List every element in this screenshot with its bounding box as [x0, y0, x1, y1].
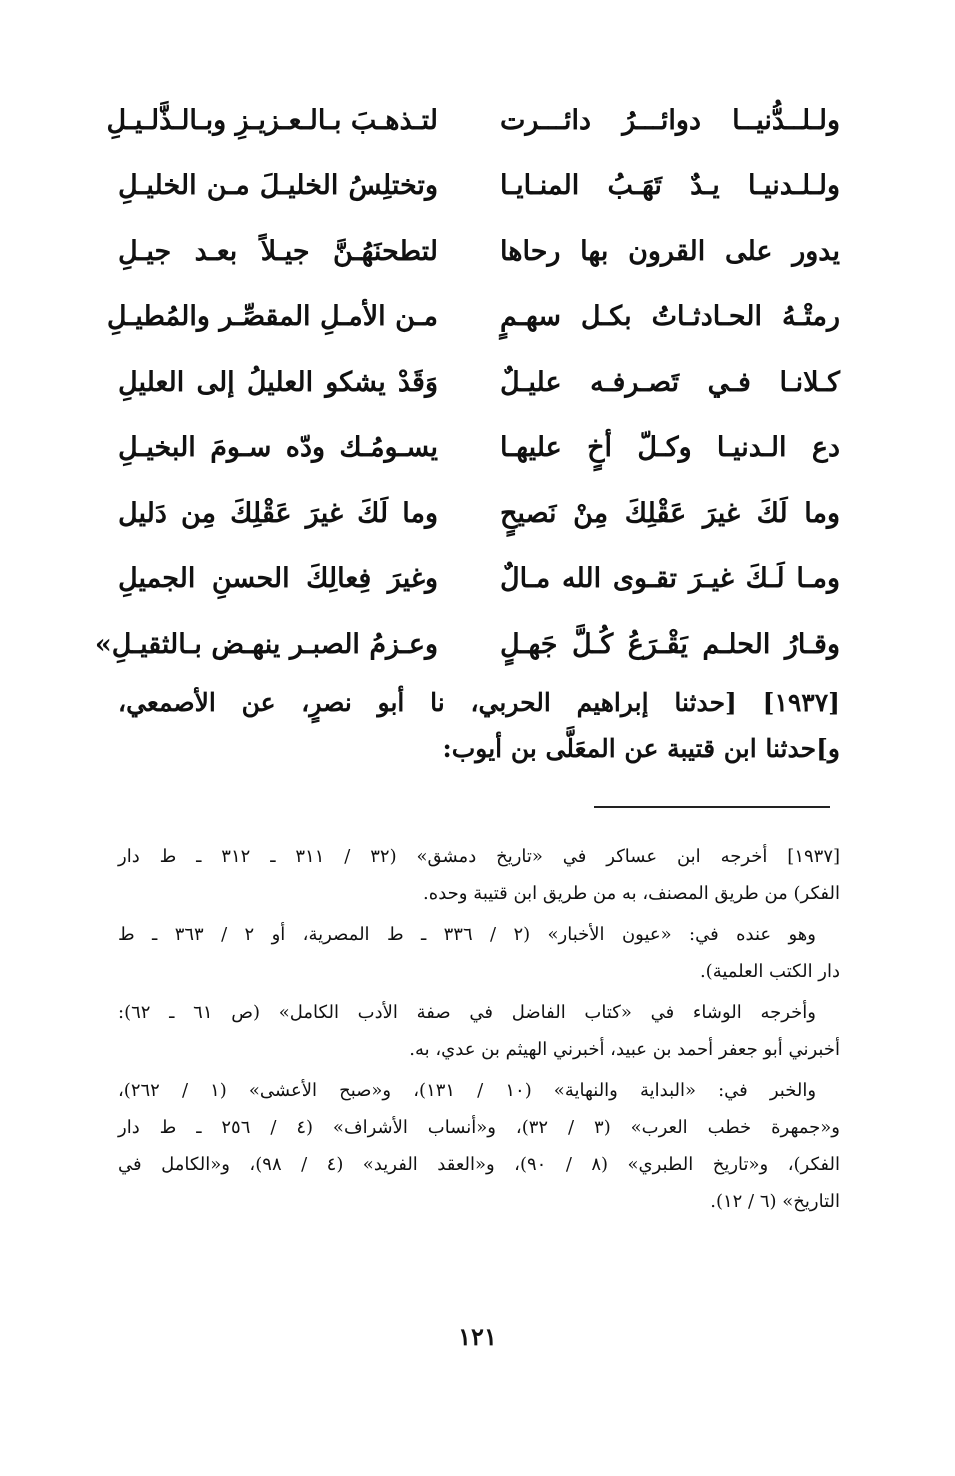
footnote-paragraph-1 — [118, 838, 840, 912]
narration-line-2: و]حدثنا ابن قتيبة عن المعَلَّى بن أيوب: — [442, 734, 840, 763]
narration-line-1: [١٩٣٧] [حدثنا إبراهيم الحربي، نا أبو نصرٍ، عن الأصمعي، — [118, 688, 840, 717]
verse-6-second-hemistich: يسـومُـك ودّه سـومَ البخيـلِ — [118, 432, 438, 464]
verse-4-second-hemistich: مـن الأمـلِ المقصِّـر والمُطيـلِ — [106, 301, 438, 333]
verse-9-first-hemistich: وقـارُ الحلـم يَقْـرَعُ كُـلَّ جَهـلٍ — [500, 628, 840, 660]
footnote-2-line-1: وهو عنده في: «عيون الأخبار» (٢ / ٣٣٦ ـ ط المصرية، أو ٢ / ٣٦٣ ـ ط — [118, 924, 816, 945]
verse-1 — [106, 88, 840, 154]
verse-2-second-hemistich: وتختلِسُ الخليـلَ مـن الخليـلِ — [118, 170, 438, 202]
verse-7-second-hemistich: وما لَكَ غيرَ عَقْلِكَ مِن دَليل — [118, 497, 438, 529]
verse-3-second-hemistich: لتطحنَهُـنَّ جيـلاً بعـد جيـلِ — [118, 235, 438, 267]
footnote-2-line-2: دار الكتب العلمية). — [699, 961, 840, 982]
page-number: ١٢١ — [458, 1322, 497, 1351]
footnote-paragraph-4 — [118, 1072, 840, 1220]
footnote-1-line-2: الفكر) من طريق المصنف، به من طريق ابن قتيبة وحده. — [423, 883, 840, 904]
verse-2-first-hemistich: ولـلـدنيـا يـدٌ تَهَـبُ المنـايـا — [500, 170, 840, 202]
verse-5-first-hemistich: كـلانـا فـي تَصـرفـه عليـلٌ — [500, 366, 840, 398]
verse-1-second-hemistich: لتـذهـبَ بـالـعـزيـزِ وبـالـذَّلـيـلِ — [106, 104, 438, 136]
verse-9-second-hemistich: وعـزمُ الصبـر ينهـض بـالثقيـلِ» — [94, 628, 438, 660]
footnotes-block — [118, 838, 840, 1224]
poem-block — [94, 88, 840, 678]
verse-6-first-hemistich: دع الـدنيـا وكـلّ أخٍ عليهـا — [500, 432, 840, 464]
verse-9 — [94, 612, 840, 678]
verse-3-first-hemistich: يدور على القرون بها رحاها — [500, 235, 840, 267]
verse-3 — [118, 219, 840, 285]
footnote-3-line-2: أخبرني أبو جعفر أحمد بن عبيد، أخبرني الهيثم بن عدي، به. — [409, 1039, 840, 1060]
footnote-4-line-3: الفكر)، و«تاريخ الطبري» (٨ / ٩٠)، و«العقد الفريد» (٤ / ٩٨)، و«الكامل في — [118, 1154, 840, 1175]
verse-1-first-hemistich: ولـلــدُّنيــا دوائـــرُ دائـــرت — [500, 104, 840, 136]
verse-8 — [118, 547, 840, 613]
footnote-4-line-1: والخبر في: «البداية والنهاية» (١٠ / ١٣١)، و«صبح الأعشى» (١ / ٢٦٢)، — [118, 1080, 817, 1101]
verse-4-first-hemistich: رمتْـهُ الحـادثـاتُ بكـل سهـمٍ — [500, 301, 840, 333]
footnote-3-line-1: وأخرجه الوشاء في «كتاب الفاضل في صفة الأدب الكامل» (ص ٦١ ـ ٦٢): — [118, 1002, 816, 1023]
footnote-4-line-4: التاريخ» (٦ / ١٢). — [710, 1191, 840, 1212]
footnote-1-line-1: [١٩٣٧] أخرجه ابن عساكر في «تاريخ دمشق» (٣٢ / ٣١١ ـ ٣١٢ ـ ط دار — [118, 846, 841, 867]
footnote-separator — [594, 806, 830, 808]
verse-8-second-hemistich: وغيرَ فِعالِكَ الحسنِ الجميلِ — [118, 563, 438, 595]
verse-6 — [118, 416, 840, 482]
footnote-paragraph-3 — [118, 994, 840, 1068]
verse-2 — [118, 154, 840, 220]
verse-5-second-hemistich: وَقَدْ يشكو العليلُ إلى العليلِ — [118, 366, 438, 398]
verse-4 — [106, 285, 840, 351]
narration-paragraph — [118, 680, 840, 772]
footnote-4-line-2: و«جمهرة خطب العرب» (٣ / ٣٢)، و«أنساب الأشراف» (٤ / ٢٥٦ ـ ط دار — [118, 1117, 840, 1138]
verse-8-first-hemistich: ومـا لَـكَ غيـرَ تقـوى الله مـالٌ — [500, 563, 840, 595]
verse-7-first-hemistich: وما لَكَ غيرَ عَقْلِكَ مِنْ نَصيحٍ — [500, 497, 840, 529]
verse-7 — [118, 481, 840, 547]
verse-5 — [118, 350, 840, 416]
footnote-paragraph-2 — [118, 916, 840, 990]
